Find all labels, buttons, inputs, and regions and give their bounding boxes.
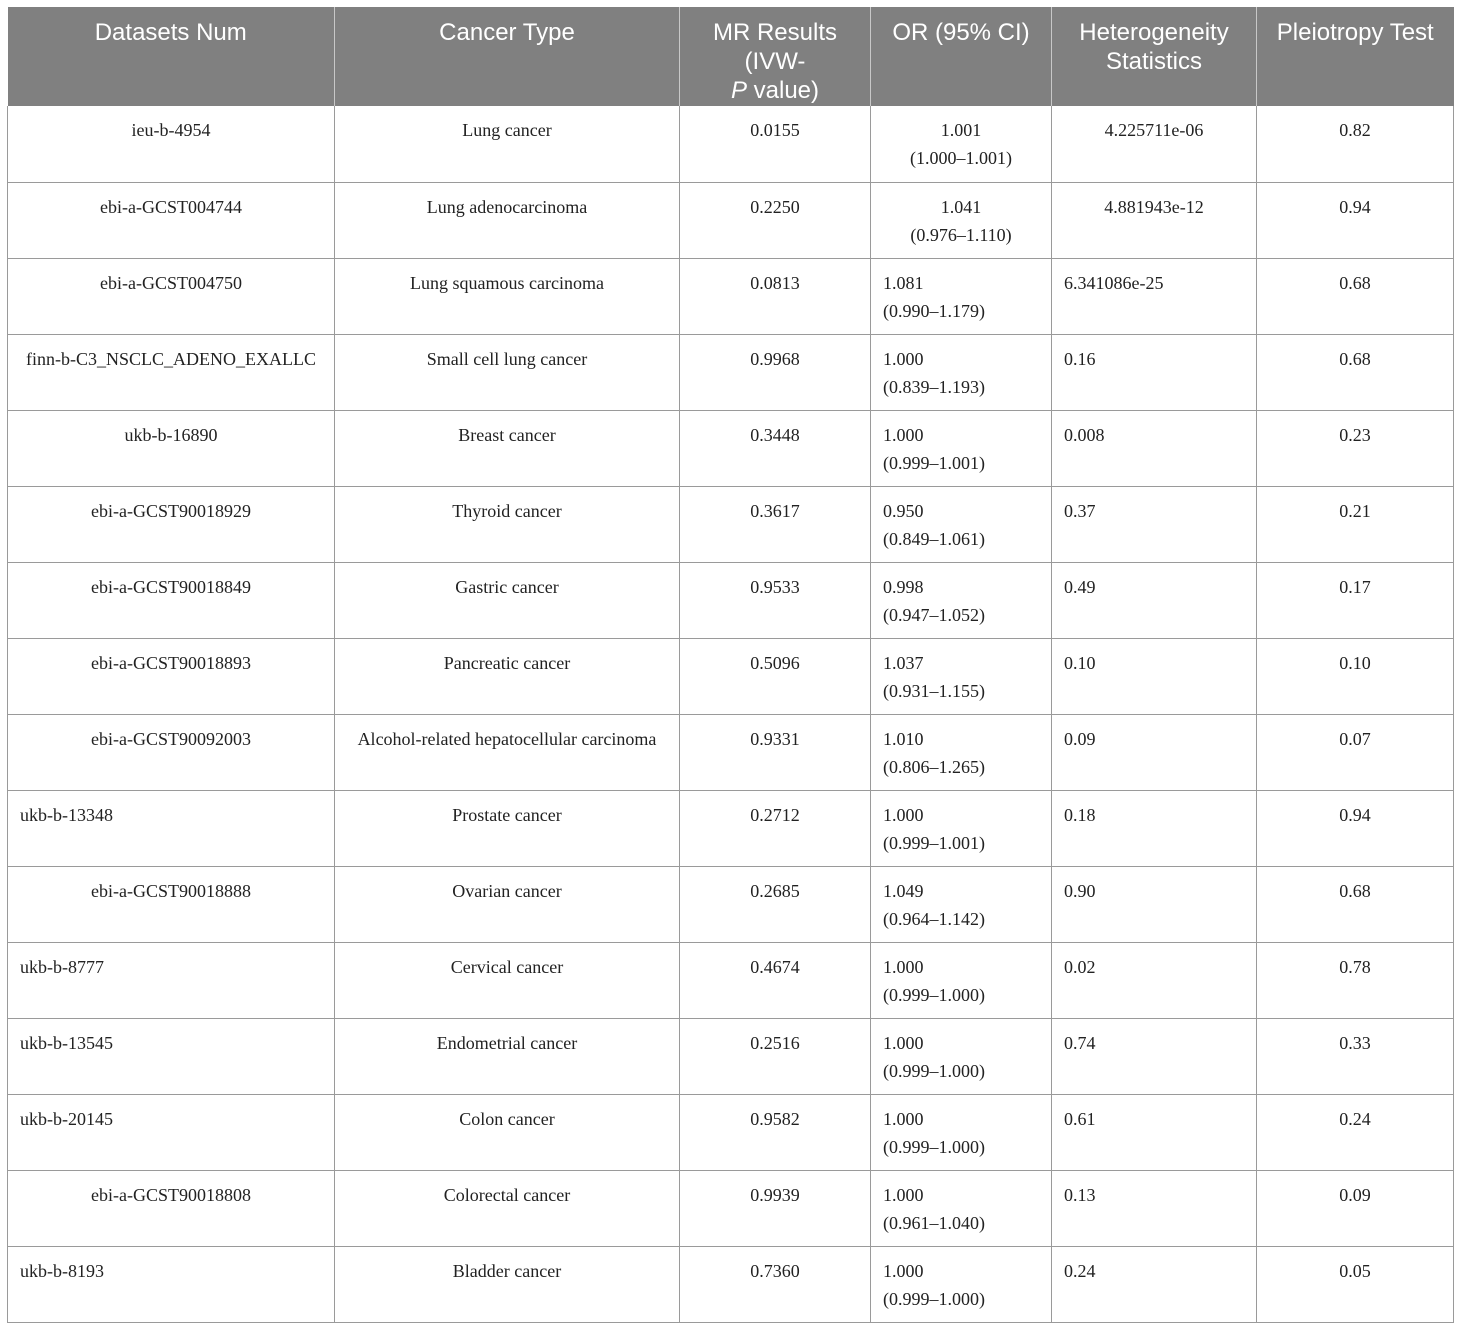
dataset-cell-text: ieu-b-4954 <box>131 120 211 140</box>
heterogeneity-cell-text: 0.49 <box>1064 576 1096 597</box>
mr-result-cell <box>680 410 871 486</box>
dataset-cell <box>8 486 335 562</box>
cancer-type-cell-text: Endometrial cancer <box>436 1032 578 1053</box>
heterogeneity-cell <box>1052 562 1257 638</box>
heterogeneity-cell-text: 0.18 <box>1064 804 1096 825</box>
heterogeneity-cell-text: 0.61 <box>1064 1108 1096 1129</box>
mr-result-cell <box>680 182 871 258</box>
table-row <box>8 486 1454 562</box>
table-row <box>8 942 1454 1018</box>
pleiotropy-cell-text: 0.07 <box>1339 728 1371 749</box>
pleiotropy-cell-text: 0.21 <box>1339 500 1371 521</box>
or-ci-cell-text: (0.999–1.000) <box>883 1288 985 1309</box>
or-ci-cell <box>871 714 1052 790</box>
cancer-type-cell <box>335 486 680 562</box>
or-ci-cell <box>871 334 1052 410</box>
or-ci-cell-text: (1.000–1.001) <box>910 148 1012 168</box>
or-ci-cell-text: 1.000 <box>883 1032 924 1053</box>
or-ci-cell-text: 1.000 <box>883 1108 924 1129</box>
dataset-cell-text: ukb-b-16890 <box>124 424 218 445</box>
mr-result-cell-text: 0.2250 <box>750 196 800 217</box>
or-ci-cell-text: 1.041 <box>940 196 982 217</box>
pleiotropy-cell <box>1257 410 1454 486</box>
or-ci-cell <box>871 410 1052 486</box>
header-cancer-type: Cancer Type <box>335 7 680 106</box>
or-ci-cell <box>871 790 1052 866</box>
dataset-cell <box>8 562 335 638</box>
table-body <box>8 106 1454 1322</box>
mr-result-cell-text: 0.2685 <box>750 880 800 901</box>
or-ci-cell-text: 1.049 <box>883 880 924 901</box>
or-ci-cell-text: (0.999–1.000) <box>883 1060 985 1081</box>
table-row <box>8 1094 1454 1170</box>
mr-result-cell <box>680 866 871 942</box>
or-ci-cell <box>871 1018 1052 1094</box>
or-ci-cell-text: 1.037 <box>883 652 924 673</box>
mr-result-cell-text: 0.2516 <box>750 1032 800 1053</box>
mr-result-cell <box>680 258 871 334</box>
pleiotropy-cell-text: 0.94 <box>1339 196 1371 217</box>
or-ci-cell-text: 1.001 <box>940 120 982 140</box>
or-ci-cell <box>871 638 1052 714</box>
pleiotropy-cell <box>1257 1018 1454 1094</box>
heterogeneity-cell <box>1052 1170 1257 1246</box>
pleiotropy-cell <box>1257 1246 1454 1322</box>
mr-result-cell <box>680 942 871 1018</box>
pleiotropy-cell <box>1257 638 1454 714</box>
dataset-cell <box>8 1246 335 1322</box>
cancer-type-cell-text: Colorectal cancer <box>443 1184 571 1205</box>
mr-result-cell-text: 0.5096 <box>750 652 800 673</box>
cancer-type-cell <box>335 334 680 410</box>
heterogeneity-cell <box>1052 638 1257 714</box>
pleiotropy-cell-text: 0.23 <box>1339 424 1371 445</box>
cancer-type-cell <box>335 866 680 942</box>
or-ci-cell <box>871 106 1052 182</box>
table-row <box>8 258 1454 334</box>
or-ci-cell-text: (0.931–1.155) <box>883 680 985 701</box>
heterogeneity-cell-text: 4.225711e-06 <box>1104 120 1204 140</box>
heterogeneity-cell <box>1052 714 1257 790</box>
cancer-type-cell <box>335 1094 680 1170</box>
mr-result-cell <box>680 1170 871 1246</box>
pleiotropy-cell <box>1257 334 1454 410</box>
cancer-type-cell-text: Lung adenocarcinoma <box>426 196 588 217</box>
cancer-type-cell <box>335 562 680 638</box>
pleiotropy-cell-text: 0.33 <box>1339 1032 1371 1053</box>
pleiotropy-cell <box>1257 486 1454 562</box>
pleiotropy-cell-text: 0.78 <box>1339 956 1371 977</box>
pleiotropy-cell <box>1257 1170 1454 1246</box>
mr-result-cell <box>680 638 871 714</box>
mr-result-cell-text: 0.7360 <box>750 1260 800 1281</box>
pleiotropy-cell-text: 0.82 <box>1339 120 1371 140</box>
heterogeneity-cell <box>1052 410 1257 486</box>
header-datasets-num: Datasets Num <box>8 7 335 106</box>
cancer-type-cell <box>335 942 680 1018</box>
or-ci-cell-text: (0.964–1.142) <box>883 908 985 929</box>
table-row <box>8 182 1454 258</box>
cancer-type-cell-text: Breast cancer <box>458 424 556 445</box>
dataset-cell <box>8 638 335 714</box>
or-ci-cell-text: 1.000 <box>883 956 924 977</box>
mr-result-cell <box>680 562 871 638</box>
dataset-cell <box>8 866 335 942</box>
cancer-type-cell-text: Small cell lung cancer <box>426 348 588 369</box>
table-row <box>8 334 1454 410</box>
or-ci-cell-text: (0.990–1.179) <box>883 300 985 321</box>
pleiotropy-cell <box>1257 258 1454 334</box>
heterogeneity-cell <box>1052 1018 1257 1094</box>
or-ci-cell-text: (0.961–1.040) <box>883 1212 985 1233</box>
or-ci-cell-text: (0.849–1.061) <box>883 528 985 549</box>
table-row <box>8 410 1454 486</box>
mr-result-cell-text: 0.9533 <box>750 576 800 597</box>
cancer-type-cell-text: Alcohol-related hepatocellular carcinoma <box>357 728 657 749</box>
pleiotropy-cell <box>1257 942 1454 1018</box>
mr-result-cell <box>680 334 871 410</box>
dataset-cell-text: finn-b-C3_NSCLC_ADENO_EXALLC <box>26 348 316 369</box>
pleiotropy-cell <box>1257 562 1454 638</box>
dataset-cell <box>8 1018 335 1094</box>
cancer-type-cell <box>335 258 680 334</box>
pleiotropy-cell <box>1257 1094 1454 1170</box>
heterogeneity-cell <box>1052 182 1257 258</box>
heterogeneity-cell-text: 0.16 <box>1064 348 1096 369</box>
or-ci-cell-text: (0.999–1.000) <box>883 984 985 1005</box>
or-ci-cell-text: 0.998 <box>883 576 924 597</box>
pleiotropy-cell <box>1257 714 1454 790</box>
mr-result-cell-text: 0.9331 <box>750 728 800 749</box>
table-row <box>8 866 1454 942</box>
cancer-type-cell-text: Colon cancer <box>459 1108 555 1129</box>
dataset-cell <box>8 790 335 866</box>
header-pleiotropy: Pleiotropy Test <box>1257 7 1454 106</box>
or-ci-cell <box>871 258 1052 334</box>
pleiotropy-cell <box>1257 106 1454 182</box>
or-ci-cell-text: (0.839–1.193) <box>883 376 985 397</box>
mr-result-cell-text: 0.0813 <box>750 272 800 293</box>
heterogeneity-cell-text: 6.341086e-25 <box>1064 272 1164 293</box>
mr-result-cell <box>680 790 871 866</box>
or-ci-cell <box>871 1094 1052 1170</box>
dataset-cell <box>8 410 335 486</box>
dataset-cell-text: ukb-b-8777 <box>20 956 104 977</box>
or-ci-cell <box>871 866 1052 942</box>
heterogeneity-cell-text: 0.02 <box>1064 956 1096 977</box>
or-ci-cell-text: 1.081 <box>883 272 924 293</box>
pleiotropy-cell-text: 0.05 <box>1339 1260 1371 1281</box>
table-row <box>8 1018 1454 1094</box>
or-ci-cell <box>871 942 1052 1018</box>
cancer-type-cell-text: Thyroid cancer <box>452 500 562 521</box>
heterogeneity-cell <box>1052 334 1257 410</box>
or-ci-cell-text: (0.976–1.110) <box>910 224 1012 245</box>
cancer-type-cell-text: Ovarian cancer <box>452 880 562 901</box>
or-ci-cell-text: (0.999–1.000) <box>883 1136 985 1157</box>
heterogeneity-cell-text: 0.09 <box>1064 728 1096 749</box>
dataset-cell <box>8 1094 335 1170</box>
header-mr-italic-p: P <box>730 77 747 104</box>
dataset-cell-text: ebi-a-GCST90092003 <box>91 728 251 749</box>
or-ci-cell-text: 1.000 <box>883 424 924 445</box>
cancer-type-cell <box>335 790 680 866</box>
pleiotropy-cell-text: 0.68 <box>1339 880 1371 901</box>
dataset-cell-text: ukb-b-13348 <box>20 804 113 825</box>
results-table <box>7 7 1454 1323</box>
dataset-cell <box>8 182 335 258</box>
dataset-cell <box>8 1170 335 1246</box>
mr-result-cell-text: 0.3617 <box>750 500 800 521</box>
dataset-cell-text: ukb-b-13545 <box>20 1032 113 1053</box>
mr-result-cell <box>680 486 871 562</box>
cancer-type-cell <box>335 714 680 790</box>
cancer-type-cell-text: Bladder cancer <box>452 1260 562 1281</box>
or-ci-cell-text: (0.947–1.052) <box>883 604 985 625</box>
mr-result-cell-text: 0.3448 <box>750 424 800 445</box>
heterogeneity-cell-text: 0.74 <box>1064 1032 1096 1053</box>
or-ci-cell <box>871 1246 1052 1322</box>
dataset-cell <box>8 714 335 790</box>
table-row <box>8 790 1454 866</box>
heterogeneity-cell-text: 0.13 <box>1064 1184 1096 1205</box>
mr-result-cell-text: 0.2712 <box>750 804 800 825</box>
heterogeneity-cell-text: 0.008 <box>1064 424 1105 445</box>
dataset-cell-text: ukb-b-8193 <box>20 1260 104 1281</box>
dataset-cell-text: ebi-a-GCST90018888 <box>91 880 251 901</box>
heterogeneity-cell-text: 0.24 <box>1064 1260 1096 1281</box>
heterogeneity-cell <box>1052 106 1257 182</box>
or-ci-cell <box>871 1170 1052 1246</box>
cancer-type-cell-text: Pancreatic cancer <box>443 652 571 673</box>
header-or-ci: OR (95% CI) <box>871 7 1052 106</box>
heterogeneity-cell <box>1052 866 1257 942</box>
cancer-type-cell <box>335 1170 680 1246</box>
pleiotropy-cell <box>1257 790 1454 866</box>
header-row <box>8 7 1454 106</box>
heterogeneity-cell <box>1052 258 1257 334</box>
dataset-cell-text: ebi-a-GCST90018929 <box>91 500 251 521</box>
or-ci-cell <box>871 182 1052 258</box>
dataset-cell-text: ebi-a-GCST90018893 <box>91 652 251 673</box>
pleiotropy-cell-text: 0.68 <box>1339 272 1371 293</box>
cancer-type-cell <box>335 106 680 182</box>
cancer-type-cell-text: Cervical cancer <box>450 956 564 977</box>
heterogeneity-cell-text: 4.881943e-12 <box>1104 196 1204 217</box>
table-row <box>8 638 1454 714</box>
cancer-type-cell-text: Lung cancer <box>462 120 552 140</box>
mr-result-cell-text: 0.9939 <box>750 1184 800 1205</box>
mr-result-cell <box>680 1094 871 1170</box>
mr-result-cell-text: 0.4674 <box>750 956 800 977</box>
dataset-cell-text: ebi-a-GCST90018808 <box>91 1184 251 1205</box>
or-ci-cell <box>871 562 1052 638</box>
table-row <box>8 1170 1454 1246</box>
or-ci-cell-text: 1.010 <box>883 728 924 749</box>
or-ci-cell-text: 0.950 <box>883 500 924 521</box>
heterogeneity-cell <box>1052 790 1257 866</box>
heterogeneity-cell <box>1052 1094 1257 1170</box>
dataset-cell <box>8 258 335 334</box>
or-ci-cell-text: 1.000 <box>883 348 924 369</box>
header-heterogeneity: Heterogeneity Statistics <box>1052 7 1257 106</box>
heterogeneity-cell <box>1052 1246 1257 1322</box>
cancer-type-cell-text: Lung squamous carcinoma <box>410 272 604 293</box>
dataset-cell-text: ebi-a-GCST90018849 <box>91 576 251 597</box>
mr-result-cell-text: 0.0155 <box>750 120 800 140</box>
dataset-cell-text: ukb-b-20145 <box>20 1108 113 1129</box>
pleiotropy-cell <box>1257 182 1454 258</box>
mr-result-cell <box>680 1018 871 1094</box>
dataset-cell-text: ebi-a-GCST004750 <box>100 272 242 293</box>
or-ci-cell-text: (0.806–1.265) <box>883 756 985 777</box>
cancer-type-cell <box>335 182 680 258</box>
cancer-type-cell <box>335 638 680 714</box>
heterogeneity-cell-text: 0.90 <box>1064 880 1096 901</box>
pleiotropy-cell-text: 0.94 <box>1339 804 1371 825</box>
dataset-cell <box>8 106 335 182</box>
heterogeneity-cell-text: 0.37 <box>1064 500 1096 521</box>
or-ci-cell-text: (0.999–1.001) <box>883 832 985 853</box>
mr-result-cell-text: 0.9968 <box>750 348 800 369</box>
cancer-type-cell-text: Gastric cancer <box>455 576 559 597</box>
mr-result-cell <box>680 1246 871 1322</box>
pleiotropy-cell <box>1257 866 1454 942</box>
table-row <box>8 1246 1454 1322</box>
dataset-cell <box>8 334 335 410</box>
pleiotropy-cell-text: 0.68 <box>1339 348 1371 369</box>
pleiotropy-cell-text: 0.10 <box>1339 652 1371 673</box>
mr-result-cell <box>680 714 871 790</box>
dataset-cell <box>8 942 335 1018</box>
or-ci-cell <box>871 486 1052 562</box>
cancer-type-cell <box>335 1246 680 1322</box>
dataset-cell-text: ebi-a-GCST004744 <box>100 196 242 217</box>
heterogeneity-cell-text: 0.10 <box>1064 652 1096 673</box>
cancer-type-cell <box>335 410 680 486</box>
or-ci-cell-text: 1.000 <box>883 1184 924 1205</box>
header-mr-results-value: value) <box>746 77 820 104</box>
table-row <box>8 714 1454 790</box>
heterogeneity-cell <box>1052 942 1257 1018</box>
table-row <box>8 562 1454 638</box>
pleiotropy-cell-text: 0.17 <box>1339 576 1371 597</box>
mr-result-cell-text: 0.9582 <box>750 1108 800 1129</box>
or-ci-cell-text: 1.000 <box>883 1260 924 1281</box>
header-mr-results-text: MR Results (IVW- <box>712 19 838 75</box>
mr-result-cell <box>680 106 871 182</box>
table-row <box>8 106 1454 182</box>
cancer-type-cell-text: Prostate cancer <box>452 804 562 825</box>
or-ci-cell-text: 1.000 <box>883 804 924 825</box>
header-mr-results <box>680 7 871 106</box>
cancer-type-cell <box>335 1018 680 1094</box>
pleiotropy-cell-text: 0.09 <box>1339 1184 1371 1205</box>
heterogeneity-cell <box>1052 486 1257 562</box>
pleiotropy-cell-text: 0.24 <box>1339 1108 1371 1129</box>
or-ci-cell-text: (0.999–1.001) <box>883 452 985 473</box>
